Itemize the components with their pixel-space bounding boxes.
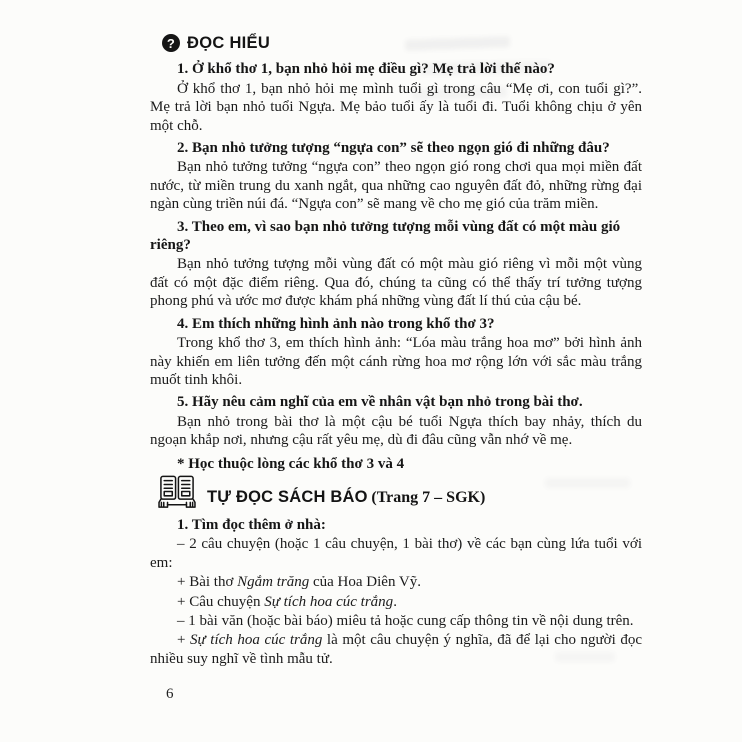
- item-title-italic: Sự tích hoa cúc trắng: [264, 593, 394, 610]
- list-item: [150, 535, 642, 572]
- page-content: [150, 34, 642, 668]
- self-reading-subheading: 1. Tìm đọc thêm ở nhà:: [177, 516, 326, 533]
- item-text: +: [177, 632, 191, 649]
- reading-comprehension-header: [162, 34, 642, 52]
- answer-4: Trong khổ thơ 3, em thích hình ảnh: “Lóa màu trắng hoa mơ” bởi hình ảnh này khiến em liên tưởng đến một cánh rừng hoa mơ rộng lớn với sắc màu trắng muốt tinh khôi.: [150, 335, 642, 388]
- item-text: của Hoa Diên Vỹ.: [309, 574, 422, 591]
- page-number: 6: [166, 686, 174, 702]
- item-text: là một câu chuyện ý nghĩa, đã để lại cho người đọc nhiều suy nghĩ về tình mẫu tử.: [150, 632, 642, 667]
- list-item: [150, 612, 642, 630]
- item-text: + Bài thơ: [177, 574, 238, 591]
- section-title: TỰ ĐỌC SÁCH BÁO: [207, 487, 368, 506]
- section-title: ĐỌC HIỂU: [187, 34, 271, 52]
- question-2: 2. Bạn nhỏ tưởng tượng “ngựa con” sẽ theo ngọn gió đi những đâu?: [177, 140, 610, 157]
- answer-2: Bạn nhỏ tưởng tưởng “ngựa con” theo ngọn gió rong chơi qua mọi miền đất nước, từ miền trung du xanh ngắt, qua những cao nguyên đất đỏ, những rừng đại ngàn cùng triền núi đá. “Ngựa con” sẽ mang về cho mẹ gió của trăm miền.: [150, 159, 642, 213]
- item-text: .: [393, 593, 397, 610]
- self-reading-header: [156, 475, 642, 510]
- question-5: 5. Hãy nêu cảm nghĩ của em về nhân vật bạn nhỏ trong bài thơ.: [177, 394, 583, 411]
- item-title-italic: Ngắm trăng: [237, 574, 310, 591]
- item-text: + Câu chuyện: [177, 593, 265, 610]
- list-item: [150, 573, 642, 591]
- section-title-page-ref: (Trang 7 – SGK): [371, 488, 486, 506]
- answer-5: Bạn nhỏ trong bài thơ là một cậu bé tuổi Ngựa thích bay nhảy, thích du ngoạn khắp nơi, nhưng cậu rất yêu mẹ, dù đi đâu cũng vẫn nhớ về mẹ.: [150, 413, 642, 449]
- item-text: – 1 bài văn (hoặc bài báo) miêu tả hoặc cung cấp thông tin về nội dung trên.: [177, 612, 634, 629]
- question-mark-icon: ?: [162, 34, 180, 52]
- answer-1: Ở khổ thơ 1, bạn nhỏ hỏi mẹ mình tuổi gì trong câu “Mẹ ơi, con tuổi gì?”. Mẹ trả lời bạn nhỏ tuổi Ngựa. Mẹ bảo tuổi ấy là tuổi đi. Tuổi không chịu ở yên một chỗ.: [150, 80, 642, 134]
- memorize-note: * Học thuộc lòng các khổ thơ 3 và 4: [177, 455, 405, 472]
- list-item: [150, 631, 642, 668]
- answer-3: Bạn nhỏ tưởng tượng mỗi vùng đất có một màu gió riêng vì mỗi một vùng đất có một đặc điểm riêng. Qua đó, chúng ta cũng có thể thấy trí tưởng tượng phong phú và ước mơ được khám phá những vùng đất lí thú của cậu bé.: [150, 256, 642, 310]
- open-book-icon: [156, 475, 198, 510]
- question-3: 3. Theo em, vì sao bạn nhỏ tưởng tượng mỗi vùng đất có một màu gió riêng?: [150, 218, 621, 254]
- item-text: – 2 câu chuyện (hoặc 1 câu chuyện, 1 bài thơ) về các bạn cùng lứa tuổi với em:: [150, 536, 642, 571]
- question-1: 1. Ở khổ thơ 1, bạn nhỏ hỏi mẹ điều gì? Mẹ trả lời thế nào?: [177, 61, 555, 78]
- question-4: 4. Em thích những hình ảnh nào trong khổ thơ 3?: [177, 315, 495, 332]
- list-item: [150, 593, 642, 611]
- self-reading-title-group: [207, 488, 485, 510]
- item-title-italic: Sự tích hoa cúc trắng: [190, 632, 323, 649]
